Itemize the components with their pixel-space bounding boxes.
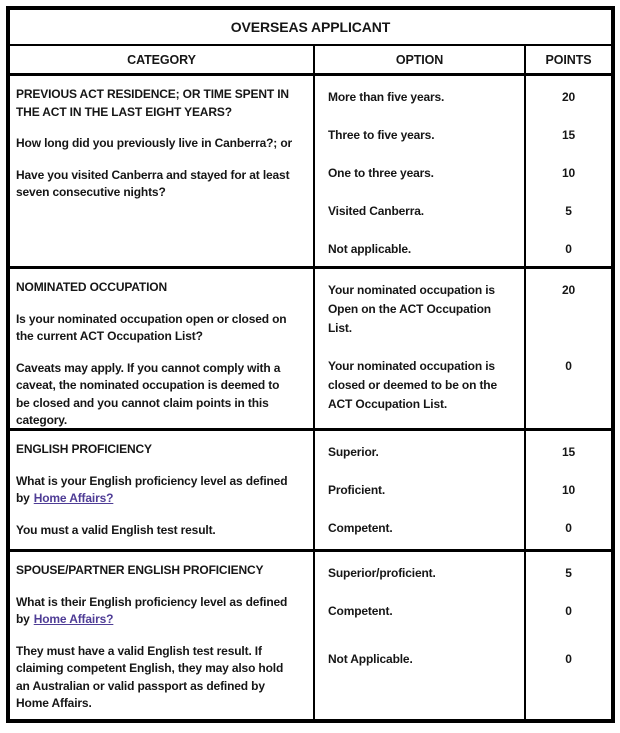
category-question: Is your nominated occupation open or closed on the current ACT Occupation List? bbox=[16, 311, 287, 343]
option-row bbox=[315, 126, 611, 164]
category-note: They must have a valid English test result. If claiming competent English, they may also hold an Australian or valid passport as defined by Home Affairs. bbox=[16, 643, 284, 710]
points-value: 5 bbox=[565, 204, 572, 218]
option-row bbox=[315, 519, 611, 549]
option-label: More than five years. bbox=[328, 90, 445, 104]
points-value: 10 bbox=[561, 483, 576, 497]
options-points-cell bbox=[315, 431, 611, 549]
option-label: Superior/proficient. bbox=[328, 566, 436, 580]
table-title: OVERSEAS APPLICANT bbox=[10, 10, 611, 46]
option-row bbox=[315, 357, 611, 428]
category-heading: PREVIOUS ACT RESIDENCE; OR TIME SPENT IN THE ACT IN THE LAST EIGHT YEARS? bbox=[16, 87, 289, 119]
option-label: One to three years. bbox=[328, 166, 434, 180]
option-row bbox=[315, 431, 611, 481]
category-question: How long did you previously live in Canberra?; or bbox=[16, 136, 293, 150]
points-value: 0 bbox=[565, 359, 572, 373]
category-question: What is your English proficiency level as defined by Home Affairs? bbox=[16, 473, 288, 505]
column-header-option: OPTION bbox=[395, 52, 444, 67]
category-cell bbox=[10, 552, 315, 719]
table-header bbox=[10, 46, 611, 76]
category-question: Have you visited Canberra and stayed for at least seven consecutive nights? bbox=[16, 167, 290, 199]
option-row bbox=[315, 481, 611, 519]
options-points-cell bbox=[315, 76, 611, 266]
category-note: You must a valid English test result. bbox=[16, 522, 216, 537]
option-row bbox=[315, 76, 611, 126]
category-heading: NOMINATED OCCUPATION bbox=[16, 280, 167, 294]
column-header-points: POINTS bbox=[524, 46, 611, 73]
points-value: 20 bbox=[561, 90, 576, 104]
category-heading: SPOUSE/PARTNER ENGLISH PROFICIENCY bbox=[16, 563, 264, 577]
category-cell bbox=[10, 269, 315, 428]
category-cell bbox=[10, 76, 315, 266]
option-label: Proficient. bbox=[328, 483, 386, 497]
home-affairs-link[interactable]: Home Affairs? bbox=[33, 612, 114, 626]
option-row bbox=[315, 640, 611, 719]
category-heading: ENGLISH PROFICIENCY bbox=[16, 442, 152, 456]
points-value: 15 bbox=[561, 128, 576, 142]
option-row bbox=[315, 164, 611, 202]
home-affairs-link[interactable]: Home Affairs? bbox=[33, 491, 114, 505]
option-row bbox=[315, 202, 611, 240]
link-prefix-text: by bbox=[16, 491, 30, 505]
points-value: 0 bbox=[565, 521, 572, 535]
options-points-cell bbox=[315, 269, 611, 428]
option-label: Not Applicable. bbox=[328, 652, 413, 666]
points-value: 0 bbox=[565, 242, 572, 256]
category-cell bbox=[10, 431, 315, 549]
option-label: Your nominated occupation is Open on the ACT Occupation List. bbox=[328, 283, 495, 335]
points-value: 10 bbox=[561, 166, 576, 180]
table-row-spouse-english-proficiency bbox=[10, 552, 611, 719]
column-header-category: CATEGORY bbox=[10, 46, 315, 73]
overseas-applicant-table bbox=[6, 6, 615, 723]
option-label: Superior. bbox=[328, 445, 379, 459]
table-row-previous-act-residence bbox=[10, 76, 611, 269]
option-row bbox=[315, 602, 611, 640]
points-value: 0 bbox=[565, 652, 572, 666]
option-label: Three to five years. bbox=[328, 128, 435, 142]
option-label: Your nominated occupation is closed or deemed to be on the ACT Occupation List. bbox=[328, 359, 498, 411]
category-question: What is their English proficiency level as defined by Home Affairs? bbox=[16, 594, 288, 626]
points-value: 20 bbox=[561, 283, 576, 297]
table-row-nominated-occupation bbox=[10, 269, 611, 431]
table-row-english-proficiency bbox=[10, 431, 611, 552]
points-value: 0 bbox=[565, 604, 572, 618]
option-label: Not applicable. bbox=[328, 242, 412, 256]
category-note: Caveats may apply. If you cannot comply with a caveat, the nominated occupation is deemed to be closed and you cannot claim points in this category. bbox=[16, 360, 281, 427]
option-label: Visited Canberra. bbox=[328, 204, 424, 218]
option-row bbox=[315, 269, 611, 357]
points-value: 5 bbox=[565, 566, 572, 580]
option-label: Competent. bbox=[328, 604, 393, 618]
option-row bbox=[315, 240, 611, 266]
points-value: 15 bbox=[561, 445, 576, 459]
option-label: Competent. bbox=[328, 521, 393, 535]
link-prefix-text: by bbox=[16, 612, 30, 626]
option-row bbox=[315, 552, 611, 602]
options-points-cell bbox=[315, 552, 611, 719]
